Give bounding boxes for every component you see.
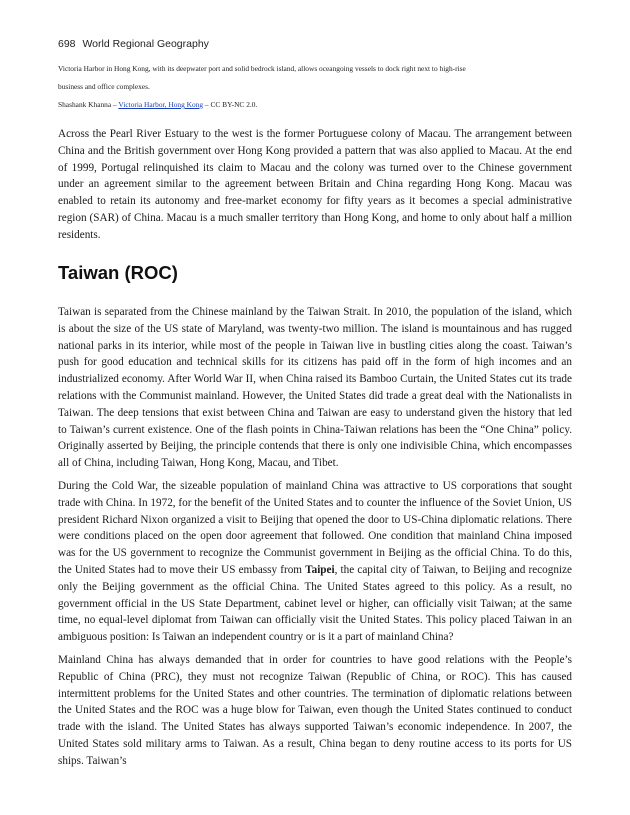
bold-term-taipei: Taipei [305,563,335,576]
paragraph-cold-war-part2: , the capital city of Taiwan, to Beijing and recognize only the Beijing government as the official China. The United States agreed to this policy. As a result, no government official in the US State Department, cabinet level or higher, can officially visit Taiwan; at the same time, no equal-level diplomat from Taiwan can officially visit the United States. This policy placed Taiwan in an ambiguous position: Is Taiwan an independent country or is it a part of mainland China? [58,563,572,644]
section-heading: Taiwan (ROC) [58,262,178,283]
credit-license: – CC BY-NC 2.0. [203,100,258,109]
paragraph-cold-war [58,478,572,646]
running-header [58,38,209,50]
credit-author: Shashank Khanna – [58,100,119,109]
page-number: 698 [58,38,76,50]
credit-link[interactable]: Victoria Harbor, Hong Kong [118,100,204,109]
book-title: World Regional Geography [82,38,209,50]
paragraph-cold-war-part1: During the Cold War, the sizeable population of mainland China was attractive to US corporations that sought trade with China. In 1972, for the benefit of the United States and to counter the influence of the Soviet Union, US president Richard Nixon organized a visit to Beijing that opened the door to US-China diplomatic relations. There were conditions placed on the open door agreement that followed. One condition that mainland China imposed was for the US government to recognize the Communist government in Beijing as the official China. To do this, the United States had to move their US embassy from [58,480,572,576]
paragraph-prc-relations: Mainland China has always demanded that in order for countries to have good relations with the People’s Republic of China (PRC), they must not recognize Taiwan (Republic of China, or ROC). This has caused intermittent problems for the United States and other countries. The termination of diplomatic relations between the United States and the ROC was a huge blow for Taiwan, even though the United States continued to conduct trade with the island. The United States has always supported Taiwan’s economic independence. In 2007, the United States sold military arms to Taiwan. As a result, China began to deny routine access to its ports for US ships. Taiwan’s [58,654,572,767]
figure-caption: Victoria Harbor in Hong Kong, with its deepwater port and solid bedrock island, allows oceangoing vessels to dock right next to high-rise business and office complexes. [58,64,466,91]
paragraph-macau: Across the Pearl River Estuary to the west is the former Portuguese colony of Macau. The arrangement between China and the British government over Hong Kong provided a pattern that was also applied to Macau. At the end of 1999, Portugal relinquished its claim to Macau and the colony was turned over to the Chinese government under an agreement similar to the agreement between Britain and China regarding Hong Kong. Macau was enabled to retain its autonomy and free-market economy for fifty years as it becomes a special administrative region (SAR) of China. Macau is a much smaller territory than Hong Kong, and home to only about half a million residents. [58,128,572,241]
figure-credit [58,100,257,109]
paragraph-taiwan-intro: Taiwan is separated from the Chinese mainland by the Taiwan Strait. In 2010, the population of the island, which is about the size of the US state of Maryland, was twenty-two million. The island is mountainous and has rugged national parks in its interior, while most of the people in Taiwan live in bustling cities along the coast. Taiwan’s push for good education and technical skills for its citizens has paid off in the form of high incomes and an industrialized economy. After World War II, when China raised its Bamboo Curtain, the United States cut its trade relations with the Communist mainland. However, the United States did trade a great deal with the Nationalists in Taiwan. The deep tensions that exist between China and Taiwan are easy to understand given the history that led to Taiwan’s current existence. One of the flash points in China-Taiwan relations has been the “One China” policy. Originally asserted by Beijing, the principle contends that there is only one indivisible China, which encompasses all of China, including Taiwan, Hong Kong, Macau, and Tibet. [58,306,572,470]
